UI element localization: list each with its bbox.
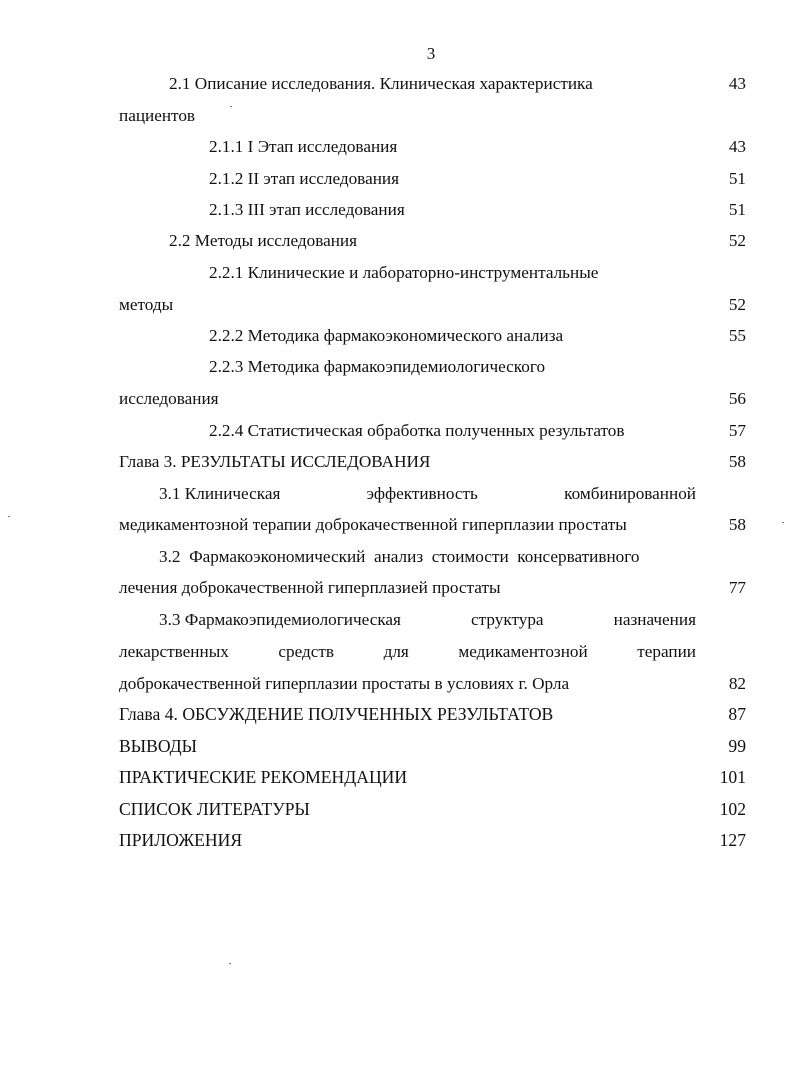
toc-entry-label: 3.2 Фармакоэкономический анализ стоимости консервативного (159, 547, 640, 566)
page-number: 3 (426, 44, 436, 63)
toc-entry-2-2-4 (119, 422, 746, 444)
toc-recommendations (119, 769, 746, 791)
toc-page-number: 51 (728, 169, 746, 188)
toc-appendices (119, 832, 746, 854)
toc-conclusions (119, 738, 746, 760)
toc-page-number: 87 (728, 704, 746, 724)
scan-speck (230, 106, 232, 107)
toc-page-number: 43 (728, 74, 746, 93)
toc-entry-label: Глава 3. РЕЗУЛЬТАТЫ ИССЛЕДОВАНИЯ (119, 452, 431, 471)
toc-entry-continuation: лечения доброкачественной гиперплазией простаты 77 (119, 578, 746, 597)
toc-page-number: 57 (728, 421, 746, 440)
toc-entry-continuation: доброкачественной гиперплазии простаты в условиях г. Орла 82 (119, 674, 746, 693)
toc-entry-2-1 (119, 75, 746, 97)
toc-entry-3-2 (119, 548, 746, 570)
toc-entry-2-2-3 (119, 358, 746, 380)
toc-page-number: 102 (719, 799, 746, 819)
toc-page-number: 55 (728, 326, 746, 345)
toc-page-number: 99 (728, 736, 746, 756)
toc-page-number: 127 (719, 830, 746, 850)
scan-speck (782, 522, 784, 523)
toc-entry-label: 2.2.3 Методика фармакоэпидемиологического (209, 357, 546, 376)
toc-entry-label: 2.2.4 Статистическая обработка полученных результатов (209, 421, 625, 440)
toc-page-number: 101 (719, 767, 746, 787)
toc-page-number: 82 (728, 674, 746, 693)
toc-entry-3-3: 3.3 Фармакоэпидемиологическая структура назначения (159, 610, 696, 629)
toc-entry-2-1-3 (119, 201, 746, 223)
toc-page-number: 77 (728, 578, 746, 597)
toc-entry-label: 2.2.2 Методика фармакоэкономического анализа (209, 326, 564, 345)
toc-entry-continuation: лекарственных средств для медикаментозной терапии (119, 642, 696, 661)
toc-references (119, 801, 746, 823)
scan-speck (229, 963, 231, 964)
toc-entry-2-1-1 (119, 138, 746, 160)
toc-page-number: 58 (728, 515, 746, 534)
toc-entry-label: 2.2 Методы исследования (169, 231, 358, 250)
toc-page-number: 52 (728, 295, 746, 314)
toc-entry-label: 2.2.1 Клинические и лабораторно-инструментальные (209, 263, 599, 282)
toc-entry-label: 2.1.3 III этап исследования (209, 200, 405, 219)
toc-chapter-4 (119, 706, 746, 728)
toc-page-number: 58 (728, 452, 746, 471)
toc-entry-label: 2.1 Описание исследования. Клиническая характеристика (169, 74, 593, 93)
scan-speck (8, 516, 10, 517)
toc-entry-2-2-2 (119, 327, 746, 349)
toc-entry-continuation: пациентов (119, 106, 196, 125)
toc-page-number: 43 (728, 137, 746, 156)
toc-entry-label: СПИСОК ЛИТЕРАТУРЫ (119, 799, 310, 819)
toc-entry-3-1: 3.1 Клиническая эффективность комбинированной (159, 484, 696, 503)
toc-entry-label: ПРАКТИЧЕСКИЕ РЕКОМЕНДАЦИИ (119, 767, 408, 787)
toc-entry-continuation: методы 52 (119, 295, 746, 314)
toc-entry-label: ВЫВОДЫ (119, 736, 197, 756)
toc-page-number: 51 (728, 200, 746, 219)
toc-page-number: 56 (728, 389, 746, 408)
toc-entry-continuation: исследования 56 (119, 389, 746, 408)
toc-entry-label: ПРИЛОЖЕНИЯ (119, 830, 243, 850)
toc-entry-2-2-1 (119, 264, 746, 286)
toc-chapter-3 (119, 453, 746, 475)
toc-entry-label: Глава 4. ОБСУЖДЕНИЕ ПОЛУЧЕННЫХ РЕЗУЛЬТАТОВ (119, 704, 554, 724)
toc-entry-label: 2.1.1 I Этап исследования (209, 137, 398, 156)
toc-entry-2-2 (119, 232, 746, 254)
toc-page-number: 52 (728, 231, 746, 250)
toc-entry-continuation: медикаментозной терапии доброкачественной гиперплазии простаты 58 (119, 515, 746, 534)
toc-entry-2-1-2 (119, 170, 746, 192)
toc-entry-label: 2.1.2 II этап исследования (209, 169, 400, 188)
